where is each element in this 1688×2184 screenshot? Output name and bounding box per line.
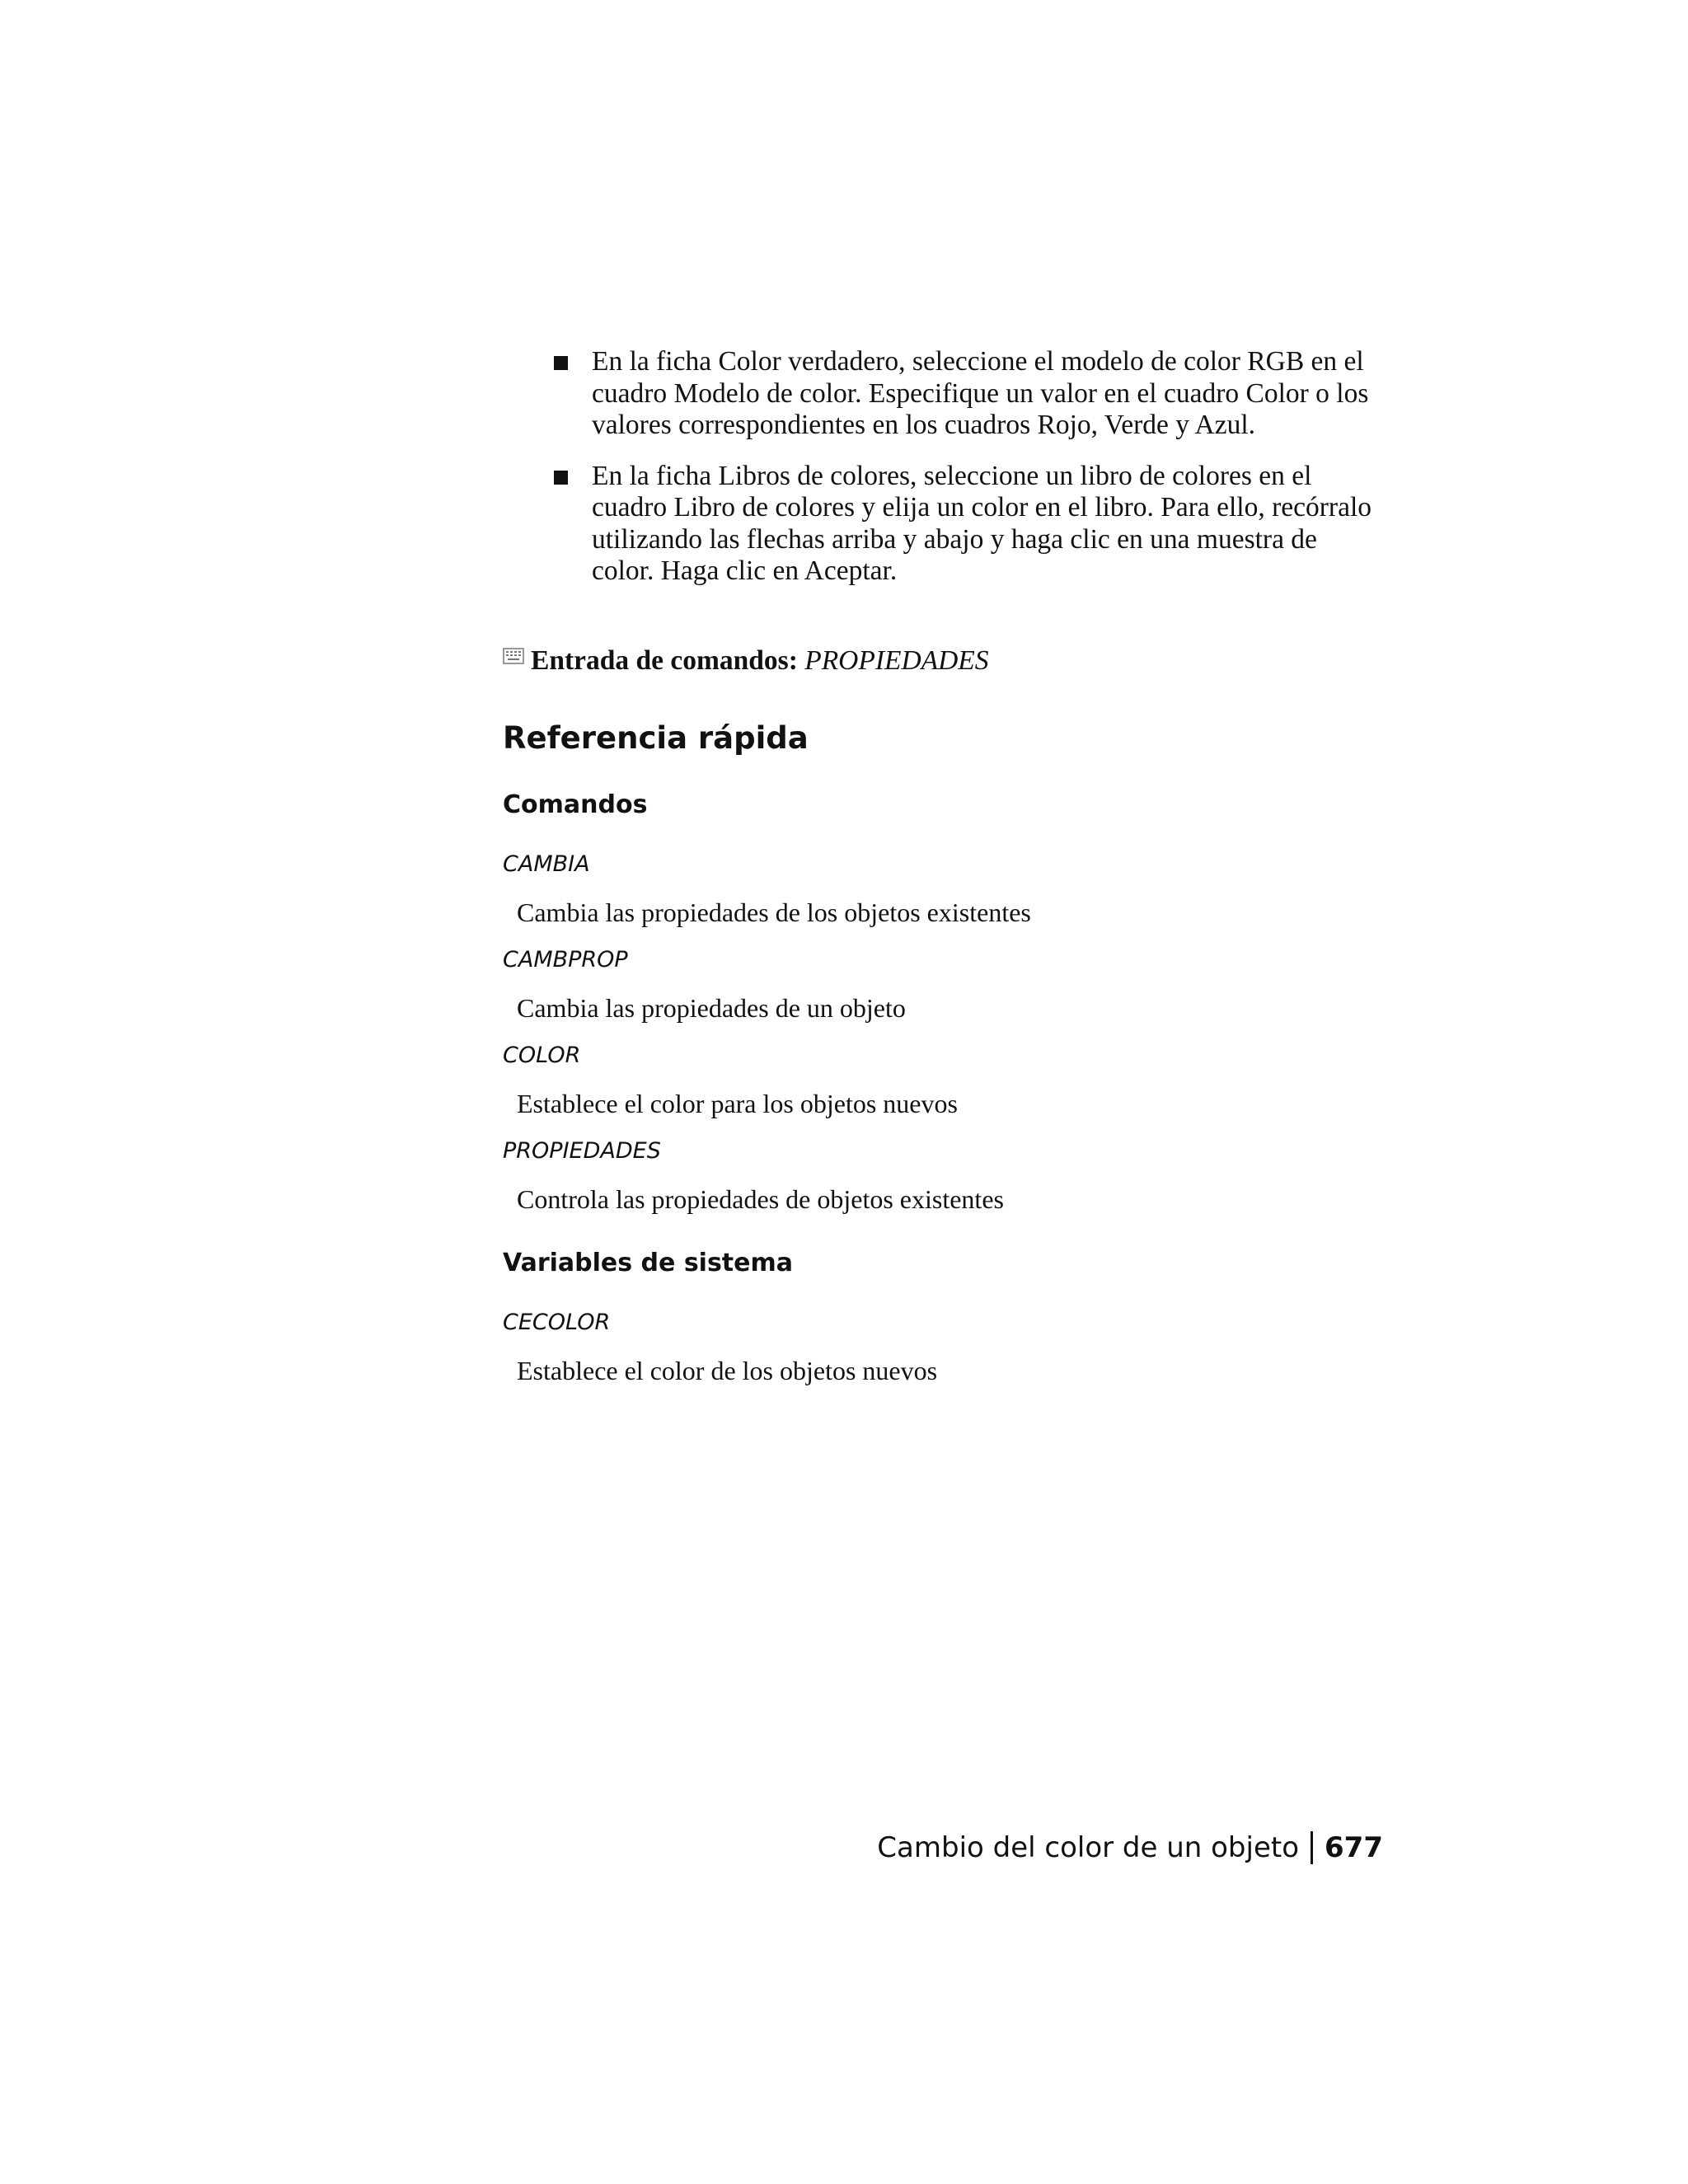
instruction-list xyxy=(551,346,1383,607)
reference-term: CAMBPROP xyxy=(503,947,628,972)
square-bullet-icon xyxy=(554,471,568,485)
reference-description: Establece el color de los objetos nuevos xyxy=(517,1356,938,1385)
reference-term: COLOR xyxy=(503,1043,581,1068)
reference-term: CECOLOR xyxy=(503,1310,611,1335)
reference-term: PROPIEDADES xyxy=(503,1138,661,1164)
list-item xyxy=(551,461,1383,588)
reference-description: Establece el color para los objetos nuevos xyxy=(517,1089,958,1118)
keyboard-icon xyxy=(503,640,524,673)
list-item-text: En la ficha Color verdadero, seleccione el modelo de color RGB en el cuadro Modelo de color. Especifique un valor en el cuadro Color o los valores correspondientes en los cuadros Rojo, Verde y Azul. xyxy=(592,346,1369,440)
commands-heading: Comandos xyxy=(503,790,648,819)
reference-description: Controla las propiedades de objetos existentes xyxy=(517,1184,1004,1214)
footer-chapter-title: Cambio del color de un objeto xyxy=(877,1831,1300,1864)
list-item xyxy=(551,346,1383,442)
page-number: 677 xyxy=(1325,1831,1383,1864)
reference-term: CAMBIA xyxy=(503,851,590,877)
command-entry-label: Entrada de comandos: xyxy=(531,645,798,676)
page-footer xyxy=(877,1830,1383,1866)
command-entry-value: PROPIEDADES xyxy=(804,645,989,676)
section-title: Referencia rápida xyxy=(503,720,809,756)
square-bullet-icon xyxy=(554,356,568,370)
command-entry xyxy=(503,640,989,677)
reference-description: Cambia las propiedades de un objeto xyxy=(517,993,906,1023)
reference-description: Cambia las propiedades de los objetos existentes xyxy=(517,898,1031,927)
list-item-text: En la ficha Libros de colores, seleccione un libro de colores en el cuadro Libro de colores y elija un color en el libro. Para ello, recórralo utilizando las flechas arriba y abajo y haga clic en una muestra de color. Haga clic en Aceptar. xyxy=(592,460,1372,586)
footer-divider xyxy=(1311,1831,1313,1864)
variables-heading: Variables de sistema xyxy=(503,1249,794,1277)
